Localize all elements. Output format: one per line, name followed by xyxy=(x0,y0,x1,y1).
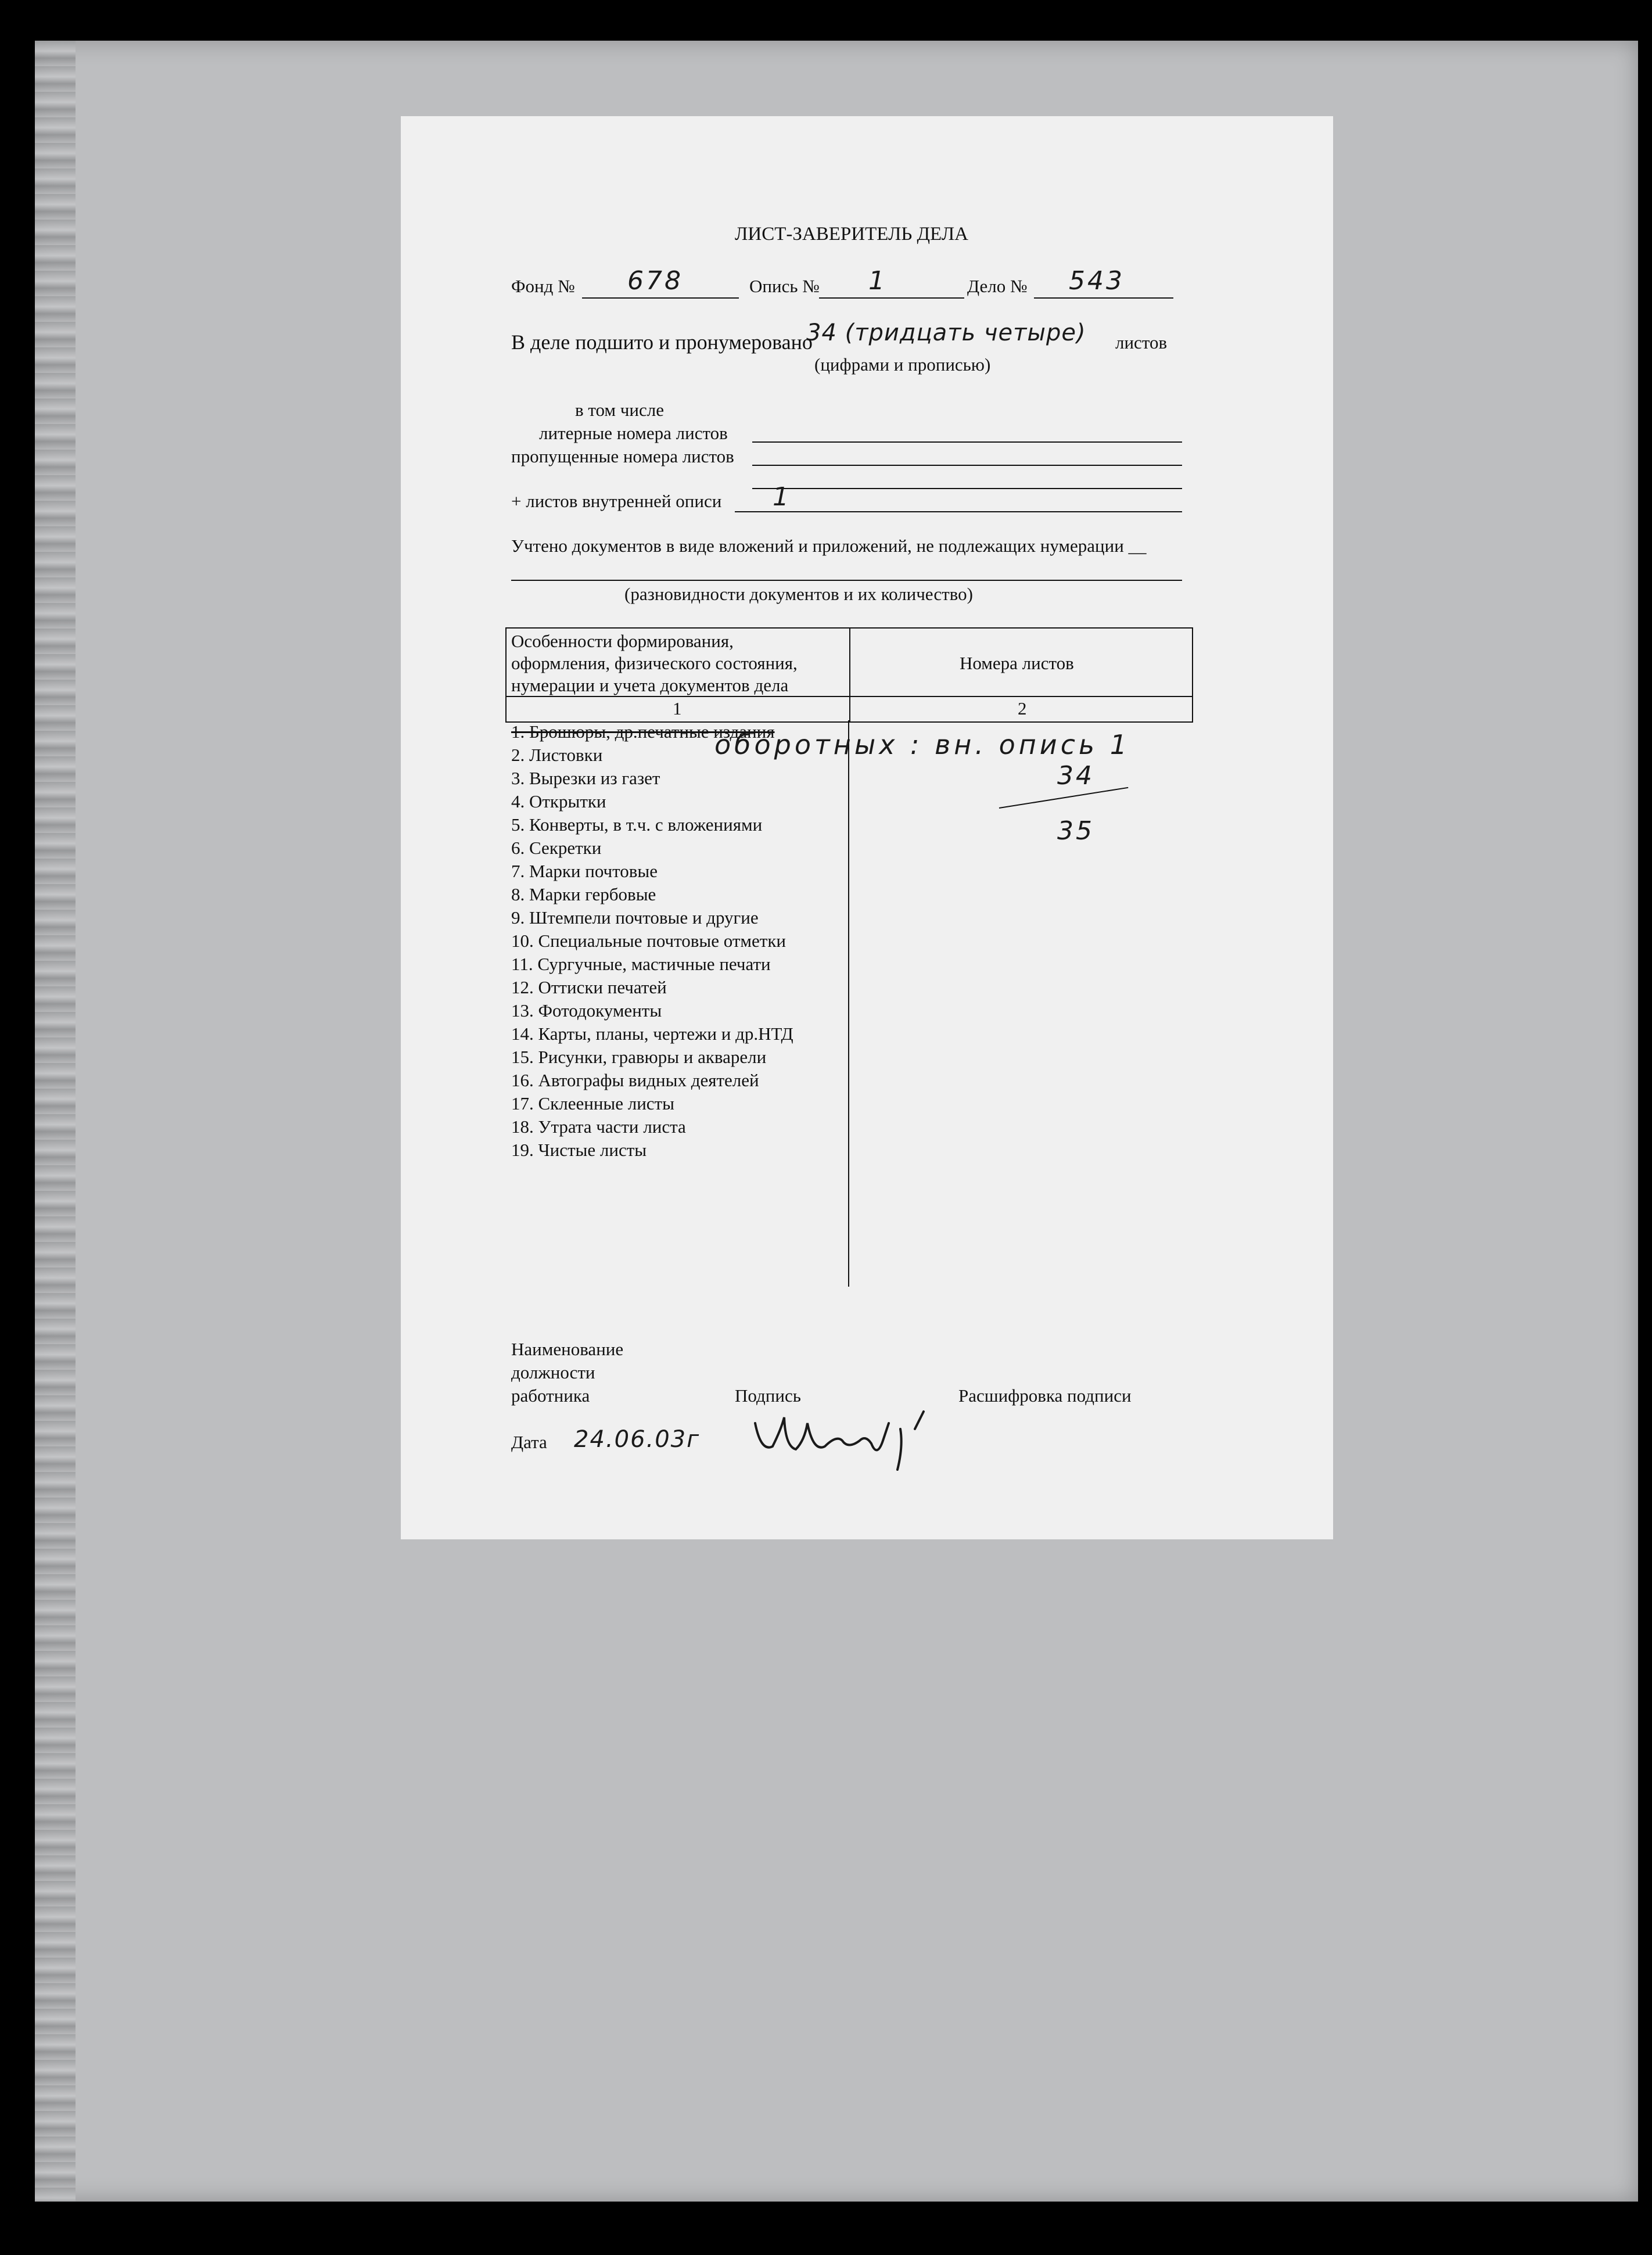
form-title: ЛИСТ-ЗАВЕРИТЕЛЬ ДЕЛА xyxy=(735,224,968,245)
col2-header: Номера листов xyxy=(960,653,1074,673)
delo-underline xyxy=(1034,297,1173,299)
letter-numbers-label: литерные номера листов xyxy=(539,423,728,443)
col1-header-line2: оформления, физического состояния, xyxy=(511,653,798,673)
list-item: 7. Марки почтовые xyxy=(511,861,658,881)
attachments-hint: (разновидности документов и их количество) xyxy=(624,584,973,604)
attachments-line xyxy=(511,580,1182,581)
list-item: 1. Брошюры, др.печатные издания xyxy=(511,721,775,742)
table-header-separator xyxy=(507,696,1192,697)
list-item: 3. Вырезки из газет xyxy=(511,768,660,788)
letter-numbers-line xyxy=(752,441,1182,443)
sewn-label: В деле подшито и пронумеровано xyxy=(511,331,813,354)
sewn-value: 34 (тридцать четыре) xyxy=(806,319,1086,346)
position-label-3: работника xyxy=(511,1385,590,1406)
list-item: 2. Листовки xyxy=(511,745,603,765)
position-label-2: должности xyxy=(511,1362,595,1383)
missing-numbers-label: пропущенные номера листов xyxy=(511,446,734,466)
attachments-label: Учтено документов в виде вложений и приложений, не подлежащих нумерации __ xyxy=(511,536,1147,556)
col1-number: 1 xyxy=(673,698,682,719)
handwritten-sum-total: 35 xyxy=(1057,816,1094,846)
missing-numbers-line xyxy=(752,465,1182,466)
opis-label: Опись № xyxy=(749,276,820,296)
list-item: 13. Фотодокументы xyxy=(511,1000,662,1021)
handwritten-signature xyxy=(749,1406,935,1475)
col1-header-line1: Особенности формирования, xyxy=(511,631,734,651)
fond-underline xyxy=(582,297,739,299)
date-value: 24.06.03г xyxy=(574,1426,701,1453)
list-item: 4. Открытки xyxy=(511,791,606,811)
missing-numbers-line-2 xyxy=(752,488,1182,489)
list-item: 14. Карты, планы, чертежи и др.НТД xyxy=(511,1024,793,1044)
list-item: 10. Специальные почтовые отметки xyxy=(511,931,786,951)
list-item: 6. Секретки xyxy=(511,838,602,858)
list-item: 16. Автографы видных деятелей xyxy=(511,1070,759,1090)
certification-sheet xyxy=(401,116,1333,1539)
features-table-header xyxy=(505,627,1193,723)
delo-label: Дело № xyxy=(967,276,1028,296)
col2-number: 2 xyxy=(1018,698,1027,719)
date-label: Дата xyxy=(511,1432,547,1452)
list-item: 19. Чистые листы xyxy=(511,1140,647,1160)
opis-underline xyxy=(819,297,964,299)
position-label-1: Наименование xyxy=(511,1339,624,1359)
folder-worn-edge xyxy=(35,41,76,2202)
internal-inventory-value: 1 xyxy=(773,482,791,512)
list-item: 8. Марки гербовые xyxy=(511,884,656,904)
fond-value: 678 xyxy=(627,266,683,296)
table-body-divider xyxy=(848,720,849,1287)
table-column-divider xyxy=(849,629,850,721)
fond-label: Фонд № xyxy=(511,276,575,296)
handwritten-sum-a: 34 xyxy=(1057,761,1094,791)
list-item: 12. Оттиски печатей xyxy=(511,977,667,997)
opis-value: 1 xyxy=(868,266,887,296)
list-item: 17. Склеенные листы xyxy=(511,1093,674,1114)
delo-value: 543 xyxy=(1069,266,1125,296)
internal-inventory-line xyxy=(735,511,1182,512)
signature-label: Подпись xyxy=(735,1385,801,1406)
sewn-hint: (цифрами и прописью) xyxy=(814,354,991,375)
list-item: 18. Утрата части листа xyxy=(511,1116,686,1137)
internal-inventory-label: + листов внутренней описи xyxy=(511,491,722,511)
col1-header-line3: нумерации и учета документов дела xyxy=(511,675,789,695)
list-item: 11. Сургучные, мастичные печати xyxy=(511,954,771,974)
including-label: в том числе xyxy=(575,400,664,420)
handwritten-note: оборотных : вн. опись 1 xyxy=(714,729,1130,760)
list-item: 9. Штемпели почтовые и другие xyxy=(511,907,759,928)
list-item: 15. Рисунки, гравюры и акварели xyxy=(511,1047,767,1067)
list-item: 5. Конверты, в т.ч. с вложениями xyxy=(511,814,763,835)
sheets-word: листов xyxy=(1115,332,1168,353)
decode-label: Расшифровка подписи xyxy=(958,1385,1132,1406)
